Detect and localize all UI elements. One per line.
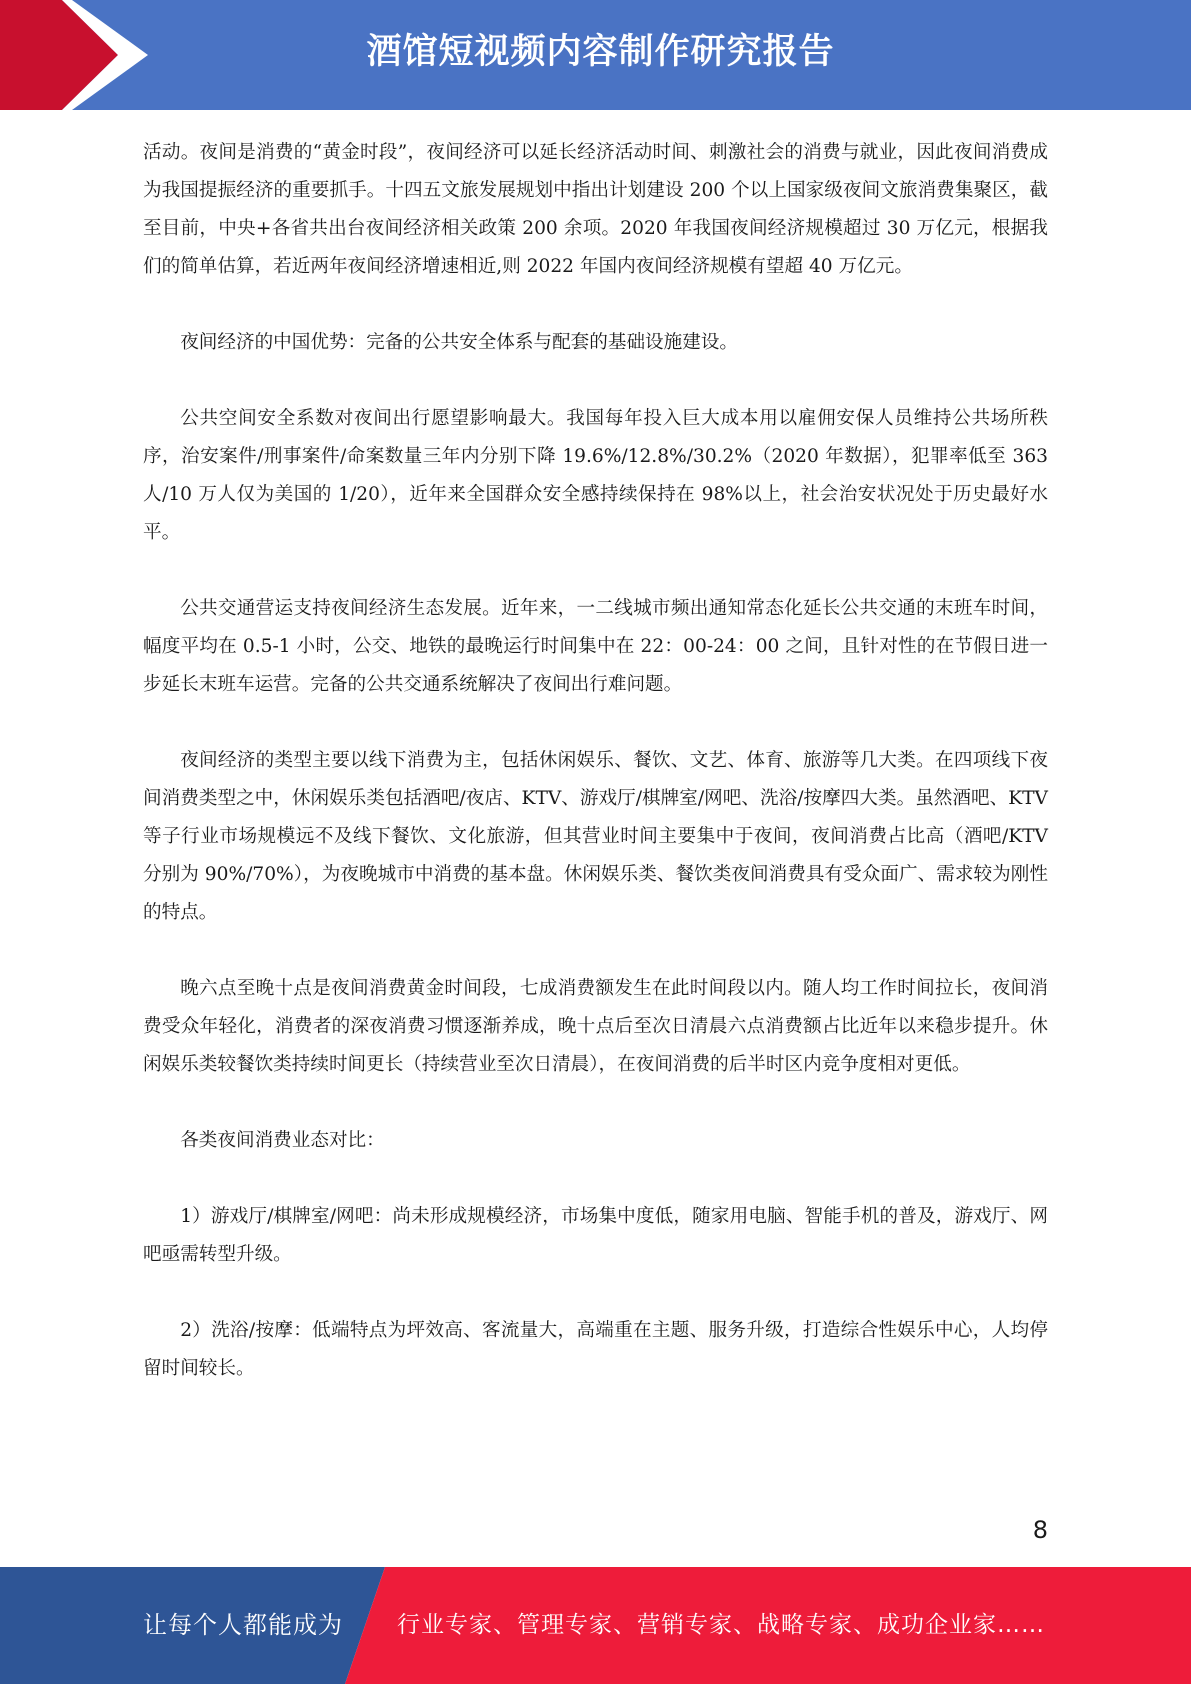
page-header	[0, 0, 1191, 110]
list-item-bath-massage: 2）洗浴/按摩：低端特点为坪效高、客流量大，高端重在主题、服务升级，打造综合性娱乐中心，人均停留时间较长。	[143, 1320, 1048, 1379]
footer-slogan-right: 行业专家、管理专家、营销专家、战略专家、成功企业家……	[397, 1612, 1045, 1638]
paragraph-china-advantage: 夜间经济的中国优势：完备的公共安全体系与配套的基础设施建设。	[180, 332, 739, 353]
body-text	[143, 134, 1048, 1388]
page-footer	[0, 1567, 1191, 1684]
page-number: 8	[1032, 1516, 1048, 1544]
paragraph-public-transport: 公共交通营运支持夜间经济生态发展。近年来，一二线城市频出通知常态化延长公共交通的末班车时间，幅度平均在 0.5-1 小时，公交、地铁的最晚运行时间集中在 22：00-24：00 之间，且针对性的在节假日进一步延长末班车运营。完备的公共交通系统解决了夜间出行难问题。	[143, 598, 1048, 695]
footer-slogan-left: 让每个人都能成为	[143, 1611, 343, 1639]
paragraph-golden-hours: 晚六点至晚十点是夜间消费黄金时间段，七成消费额发生在此时间段以内。随人均工作时间拉长，夜间消费受众年轻化，消费者的深夜消费习惯逐渐养成，晚十点后至次日清晨六点消费额占比近年以来稳步提升。休闲娱乐类较餐饮类持续时间更长（持续营业至次日清晨），在夜间消费的后半时区内竞争度相对更低。	[143, 978, 1048, 1075]
paragraph-consumption-types: 夜间经济的类型主要以线下消费为主，包括休闲娱乐、餐饮、文艺、体育、旅游等几大类。在四项线下夜间消费类型之中，休闲娱乐类包括酒吧/夜店、KTV、游戏厅/棋牌室/网吧、洗浴/按摩四大类。虽然酒吧、KTV 等子行业市场规模远不及线下餐饮、文化旅游，但其营业时间主要集中于夜间，夜间消费占比高（酒吧/KTV 分别为 90%/70%），为夜晚城市中消费的基本盘。休闲娱乐类、餐饮类夜间消费具有受众面广、需求较为刚性的特点。	[143, 750, 1048, 923]
report-title: 酒馆短视频内容制作研究报告	[366, 32, 835, 72]
paragraph-night-economy-intro: 活动。夜间是消费的“黄金时段”，夜间经济可以延长经济活动时间、刺激社会的消费与就业，因此夜间消费成为我国提振经济的重要抓手。十四五文旅发展规划中指出计划建设 200 个以上国家级夜间文旅消费集聚区，截至目前，中央+各省共出台夜间经济相关政策 200 余项。2020 年我国夜间经济规模超过 30 万亿元，根据我们的简单估算，若近两年夜间经济增速相近,则 2022 年国内夜间经济规模有望超 40 万亿元。	[143, 142, 1048, 277]
list-item-arcade-chess-internet: 1）游戏厅/棋牌室/网吧：尚未形成规模经济，市场集中度低，随家用电脑、智能手机的普及，游戏厅、网吧亟需转型升级。	[143, 1206, 1048, 1265]
paragraph-public-safety: 公共空间安全系数对夜间出行愿望影响最大。我国每年投入巨大成本用以雇佣安保人员维持公共场所秩序，治安案件/刑事案件/命案数量三年内分别下降 19.6%/12.8%/30.2%（2020 年数据），犯罪率低至 363 人/10 万人仅为美国的 1/20），近年来全国群众安全感持续保持在 98%以上，社会治安状况处于历史最好水平。	[143, 408, 1048, 543]
paragraph-comparison-heading: 各类夜间消费业态对比：	[180, 1130, 385, 1151]
